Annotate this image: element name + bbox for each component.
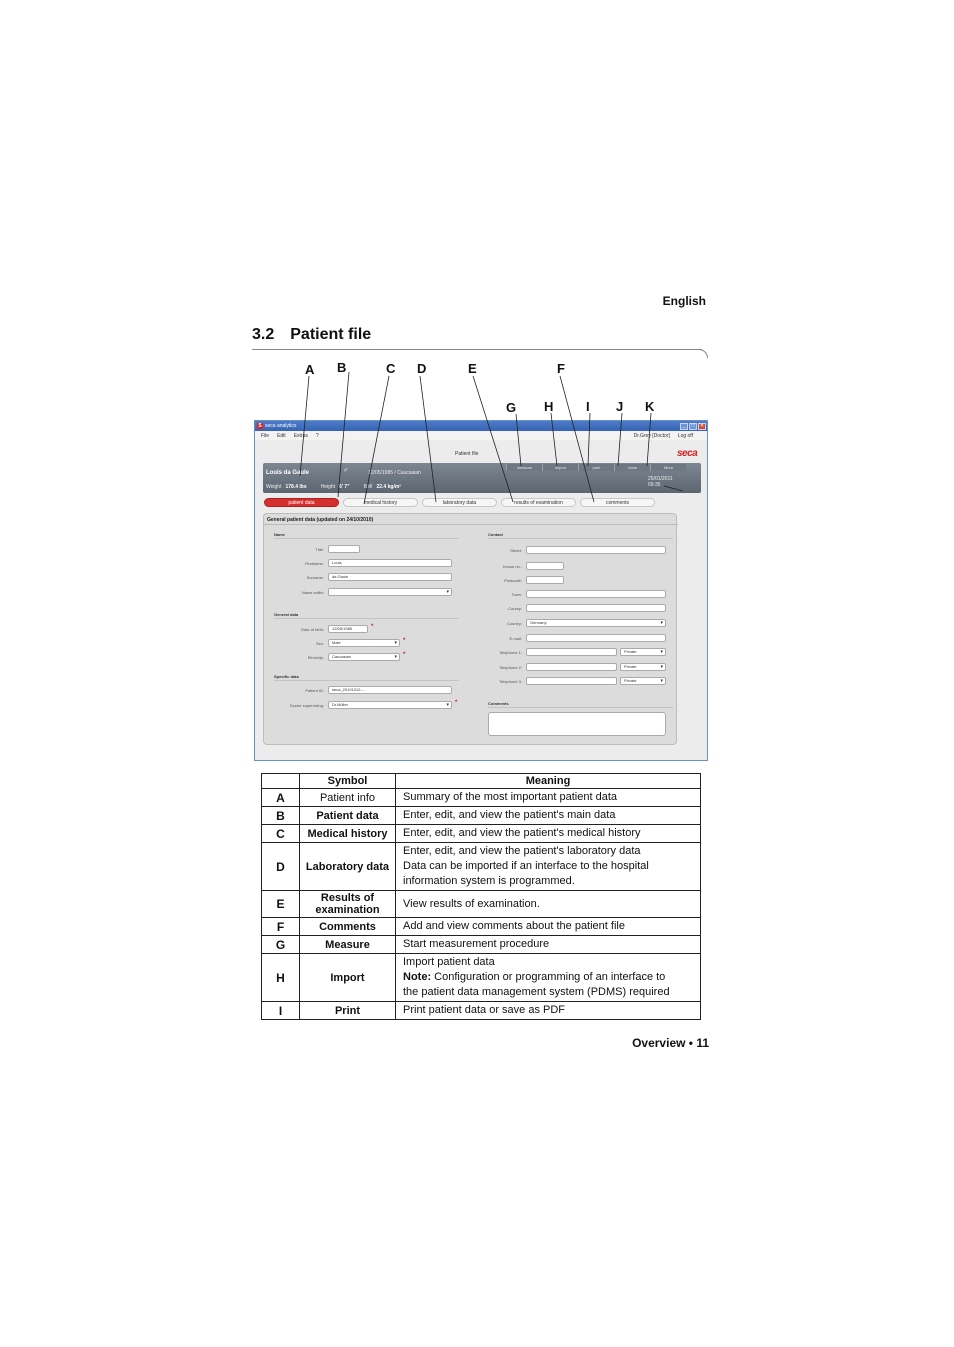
menu-bar	[255, 431, 707, 440]
weight-label: Weight	[266, 484, 282, 490]
table-row	[262, 843, 701, 891]
group-name: Name	[274, 532, 285, 537]
section-title: Patient file	[290, 326, 372, 343]
menu-extras[interactable]: Extras	[293, 432, 308, 439]
firstname-field[interactable]: Louis	[328, 559, 452, 567]
row-key: C	[262, 825, 300, 843]
town-field[interactable]	[526, 590, 666, 598]
seca-logo: seca	[677, 448, 698, 459]
current-user: Dr.Grey [Doctor]	[633, 432, 670, 439]
maximize-icon[interactable]: □	[689, 423, 697, 430]
tel2-label: Telephone 2:	[499, 665, 522, 670]
group-comments-line	[488, 707, 673, 708]
callout-h: H	[544, 399, 554, 414]
row-symbol: Comments	[300, 918, 396, 936]
window-titlebar	[255, 421, 707, 431]
group-contact-line	[488, 538, 673, 539]
more-button[interactable]: More	[650, 464, 686, 471]
gender-icon: ♂	[343, 467, 349, 474]
date-time	[648, 476, 673, 488]
row-meaning	[396, 954, 701, 1002]
row-symbol: Measure	[300, 936, 396, 954]
email-field[interactable]	[526, 634, 666, 642]
row-meaning: Add and view comments about the patient file	[396, 918, 701, 936]
row-key: H	[262, 954, 300, 1002]
meaning-line: Data can be imported if an interface to the hospital	[403, 860, 649, 872]
row-meaning: Enter, edit, and view the patient's medical history	[396, 825, 701, 843]
suffix-select[interactable]	[328, 588, 452, 596]
group-contact: Contact	[488, 532, 503, 537]
row-meaning: Print patient data or save as PDF	[396, 1002, 701, 1020]
table-row	[262, 789, 701, 807]
callout-a: A	[305, 362, 315, 377]
tel2-field[interactable]	[526, 663, 617, 671]
tel3-field[interactable]	[526, 677, 617, 685]
row-symbol: Laboratory data	[300, 843, 396, 891]
row-key: I	[262, 1002, 300, 1020]
doctor-select[interactable]: Dr.Müller ▾	[328, 701, 452, 709]
comments-textarea[interactable]	[488, 712, 666, 736]
height-value: 6' 7"	[339, 484, 350, 490]
table-row	[262, 891, 701, 918]
minimize-icon[interactable]: _	[680, 423, 688, 430]
suffix-label: Name suffix:	[301, 590, 324, 595]
general-patient-data-panel	[263, 513, 677, 745]
postcode-label: Postcode:	[504, 578, 522, 583]
country-label: Country:	[506, 621, 522, 626]
print-button[interactable]: print	[578, 464, 614, 471]
ethnicity-select[interactable]: Caucasian ▾	[328, 653, 400, 661]
row-key: A	[262, 789, 300, 807]
table-row	[262, 1002, 701, 1020]
row-symbol: Print	[300, 1002, 396, 1020]
county-field[interactable]	[526, 604, 666, 612]
section-heading	[252, 326, 371, 344]
dob-label: Date of birth:	[301, 627, 324, 632]
row-symbol: Patient data	[300, 807, 396, 825]
county-label: County:	[508, 606, 522, 611]
group-specific-line	[274, 680, 459, 681]
window-controls	[680, 423, 706, 430]
table-row	[262, 825, 701, 843]
callout-e: E	[468, 361, 477, 376]
meaning-line: information system is programmed.	[403, 875, 575, 887]
patient-info-bar	[263, 463, 701, 493]
email-label: E-mail:	[509, 636, 522, 641]
table-row	[262, 936, 701, 954]
table-row	[262, 918, 701, 936]
tel1-type-select[interactable]: Private ▾	[620, 648, 666, 656]
surname-label: Surname:	[306, 575, 324, 580]
required-marker: *	[403, 638, 406, 644]
row-key: G	[262, 936, 300, 954]
meaning-note	[403, 970, 696, 985]
title-label: Title:	[315, 547, 324, 552]
surname-field[interactable]: da Gaule	[328, 573, 452, 581]
row-symbol: Medical history	[300, 825, 396, 843]
table-header-meaning: Meaning	[396, 774, 701, 789]
row-meaning: View results of examination.	[396, 891, 701, 918]
height-label: Height	[320, 484, 336, 490]
table-header-symbol: Symbol	[300, 774, 396, 789]
group-general-line	[274, 618, 459, 619]
row-meaning: Start measurement procedure	[396, 936, 701, 954]
tab-results-of-examination[interactable]: results of examination	[501, 498, 576, 507]
group-general: General data	[274, 612, 299, 617]
table-row	[262, 954, 701, 1002]
bmi-value: 22.4 kg/m²	[376, 484, 401, 490]
page-header	[255, 447, 708, 461]
section-number: 3.2	[252, 326, 275, 343]
callout-g: G	[506, 400, 517, 415]
app-window-screenshot	[254, 420, 708, 761]
page-footer: Overview • 11	[632, 1036, 709, 1050]
group-name-line	[274, 538, 459, 539]
row-symbol: Patient info	[300, 789, 396, 807]
callout-k: K	[645, 399, 655, 414]
tab-laboratory-data[interactable]: laboratory data	[422, 498, 497, 507]
sex-label: Sex:	[315, 641, 324, 646]
current-date: 25/01/2011	[648, 476, 673, 482]
group-specific: Specific data	[274, 674, 299, 679]
action-buttons	[506, 464, 686, 471]
patient-vitals	[266, 484, 401, 490]
row-meaning: Enter, edit, and view the patient's main data	[396, 807, 701, 825]
language-label: English	[662, 294, 706, 308]
tab-comments[interactable]: comments	[580, 498, 655, 507]
patient-id-field[interactable]: seca_20101012-...	[328, 686, 452, 694]
row-meaning: Summary of the most important patient data	[396, 789, 701, 807]
page-label: Patient file	[455, 451, 479, 457]
table-header-key	[262, 774, 300, 789]
callout-i: I	[586, 399, 590, 414]
dob-field[interactable]: 12/05/1985	[328, 625, 368, 633]
menu-edit[interactable]: Edit	[277, 432, 286, 439]
weight-value: 178.4 lbs	[285, 484, 307, 490]
tel1-label: Telephone 1:	[499, 650, 522, 655]
panel-divider	[264, 524, 678, 525]
country-select[interactable]: Germany ▾	[526, 619, 666, 627]
menu-help[interactable]: ?	[315, 432, 319, 439]
tel2-type-select[interactable]: Private ▾	[620, 663, 666, 671]
callout-f: F	[557, 361, 565, 376]
house-field[interactable]	[526, 562, 564, 570]
patient-tabs	[264, 498, 655, 507]
title-field[interactable]	[328, 545, 360, 553]
close-icon[interactable]: ✕	[699, 422, 705, 429]
app-icon: S	[258, 423, 262, 429]
firstname-label: Firstname:	[305, 561, 324, 566]
note-line: Configuration or programming of an interface to	[434, 971, 666, 983]
callout-b: B	[337, 360, 347, 375]
logoff-link[interactable]: Log off	[677, 432, 693, 439]
table-row	[262, 807, 701, 825]
row-meaning	[396, 843, 701, 891]
town-label: Town:	[511, 592, 522, 597]
section-rule	[252, 349, 702, 350]
row-key: D	[262, 843, 300, 891]
tab-patient-data[interactable]: patient data	[264, 498, 339, 507]
callout-j: J	[616, 399, 624, 414]
row-key: F	[262, 918, 300, 936]
measure-button[interactable]: measure	[506, 464, 542, 471]
table-header-row	[262, 774, 701, 789]
patient-id-label: Patient ID:	[305, 688, 324, 693]
row-key: E	[262, 891, 300, 918]
patient-dob-ethnicity: 12/05/1985 / Caucasian	[368, 470, 421, 476]
row-symbol: Import	[300, 954, 396, 1002]
required-marker: *	[455, 700, 458, 706]
import-button[interactable]: import	[542, 464, 578, 471]
callout-c: C	[386, 361, 396, 376]
group-comments: Comments	[488, 701, 509, 706]
section-rule-corner	[698, 349, 708, 358]
note-label: Note:	[403, 971, 432, 983]
bmi-label: BMI	[363, 484, 373, 490]
current-time: 09:35	[648, 482, 661, 488]
doctor-label: Doctor supervising:	[289, 703, 324, 708]
house-label: House no.:	[502, 564, 522, 569]
legend-table	[261, 773, 701, 1020]
menu-file[interactable]: File	[261, 432, 270, 439]
tab-medical-history[interactable]: medical history	[343, 498, 418, 507]
tel1-field[interactable]	[526, 648, 617, 656]
close-button[interactable]: close	[614, 464, 650, 471]
patient-name: Louis da Gaule	[266, 470, 310, 476]
meaning-line: Import patient data	[403, 956, 495, 968]
required-marker: *	[403, 652, 406, 658]
meaning-line: Enter, edit, and view the patient's laboratory data	[403, 845, 641, 857]
note-line: the patient data management system (PDMS) required	[403, 986, 670, 998]
window-title: seca analytics	[265, 423, 297, 429]
street-label: Street:	[510, 548, 522, 553]
tel3-label: Telephone 3:	[499, 679, 522, 684]
row-symbol: Results of examination	[300, 891, 396, 918]
street-field[interactable]	[526, 546, 666, 554]
postcode-field[interactable]	[526, 576, 564, 584]
required-marker: *	[371, 624, 374, 630]
panel-title: General patient data (updated on 24/10/2010)	[267, 517, 374, 523]
callout-d: D	[417, 361, 427, 376]
ethnicity-label: Ethnicity:	[307, 655, 324, 660]
row-key: B	[262, 807, 300, 825]
tel3-type-select[interactable]: Private ▾	[620, 677, 666, 685]
sex-select[interactable]: Male ▾	[328, 639, 400, 647]
